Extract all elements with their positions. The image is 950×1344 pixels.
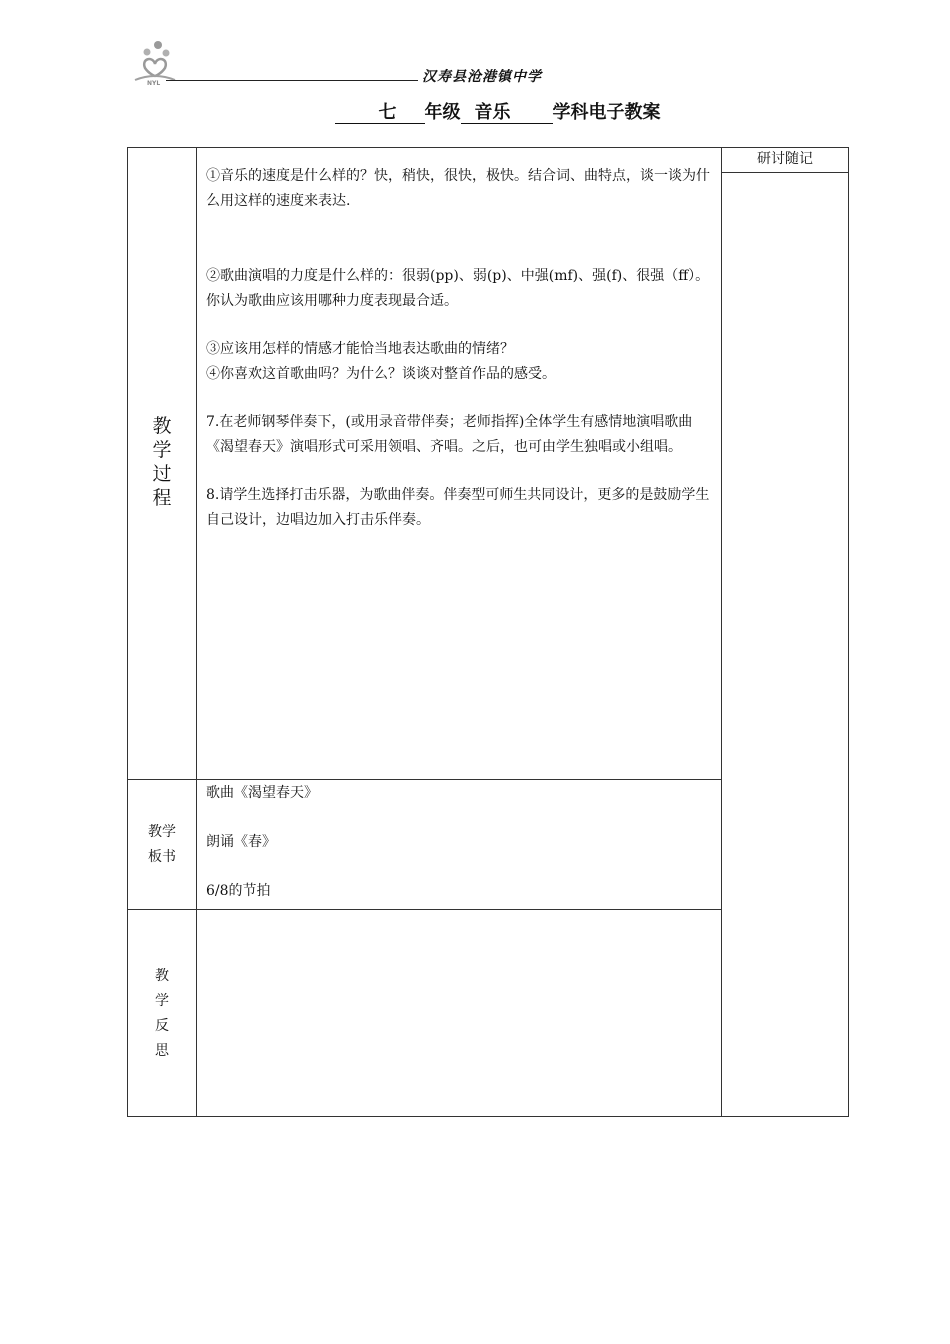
title-subject: 音乐 (474, 102, 511, 123)
title-suffix: 学科电子教案 (552, 102, 661, 123)
notes-column-header: 研讨随记 (757, 151, 813, 167)
board-item: 朗诵《春》 (206, 834, 276, 850)
process-paragraph: ②歌曲演唱的力度是什么样的：很弱(pp)、弱(p)、中强(mf)、强(f)、很强（ff）。你认为歌曲应该用哪种力度表现最合适。 (206, 268, 710, 309)
process-paragraph: 8.请学生选择打击乐器，为歌曲伴奏。伴奏型可师生共同设计，更多的是鼓励学生自己设计，边唱边加入打击乐伴奏。 (206, 487, 710, 528)
process-paragraph: ①音乐的速度是什么样的？快，稍快，很快，极快。结合词、曲特点，谈一谈为什么用这样的速度来表达. (206, 168, 710, 209)
process-paragraph: ④你喜欢这首歌曲吗？为什么？谈谈对整首作品的感受。 (206, 366, 556, 382)
process-paragraph: 7.在老师钢琴伴奏下，(或用录音带伴奏；老师指挥)全体学生有感情地演唱歌曲《渴望春天》演唱形式可采用领唱、齐唱。之后，也可由学生独唱或小组唱。 (206, 414, 693, 455)
document-title (0, 98, 950, 124)
board-item: 6/8的节拍 (206, 883, 271, 899)
title-blank (511, 102, 553, 124)
process-label: 教 学 过 程 (152, 415, 172, 509)
process-content (206, 164, 716, 533)
title-blank (461, 102, 475, 124)
school-logo-icon (133, 38, 177, 86)
board-item: 歌曲《渴望春天》 (206, 785, 318, 801)
school-name: 汉寿县沧港镇中学 (422, 69, 542, 85)
board-label: 教学 板书 (148, 824, 176, 865)
title-blank (335, 102, 379, 124)
title-grade-suffix: 年级 (424, 102, 461, 123)
board-content (206, 781, 716, 904)
title-blank (397, 102, 425, 124)
header-rule (166, 80, 418, 81)
process-paragraph: ③应该用怎样的情感才能恰当地表达歌曲的情绪？ (206, 341, 514, 357)
svg-text:NYL: NYL (147, 80, 161, 86)
title-grade: 七 (378, 102, 397, 123)
reflection-label: 教 学 反 思 (155, 968, 169, 1059)
